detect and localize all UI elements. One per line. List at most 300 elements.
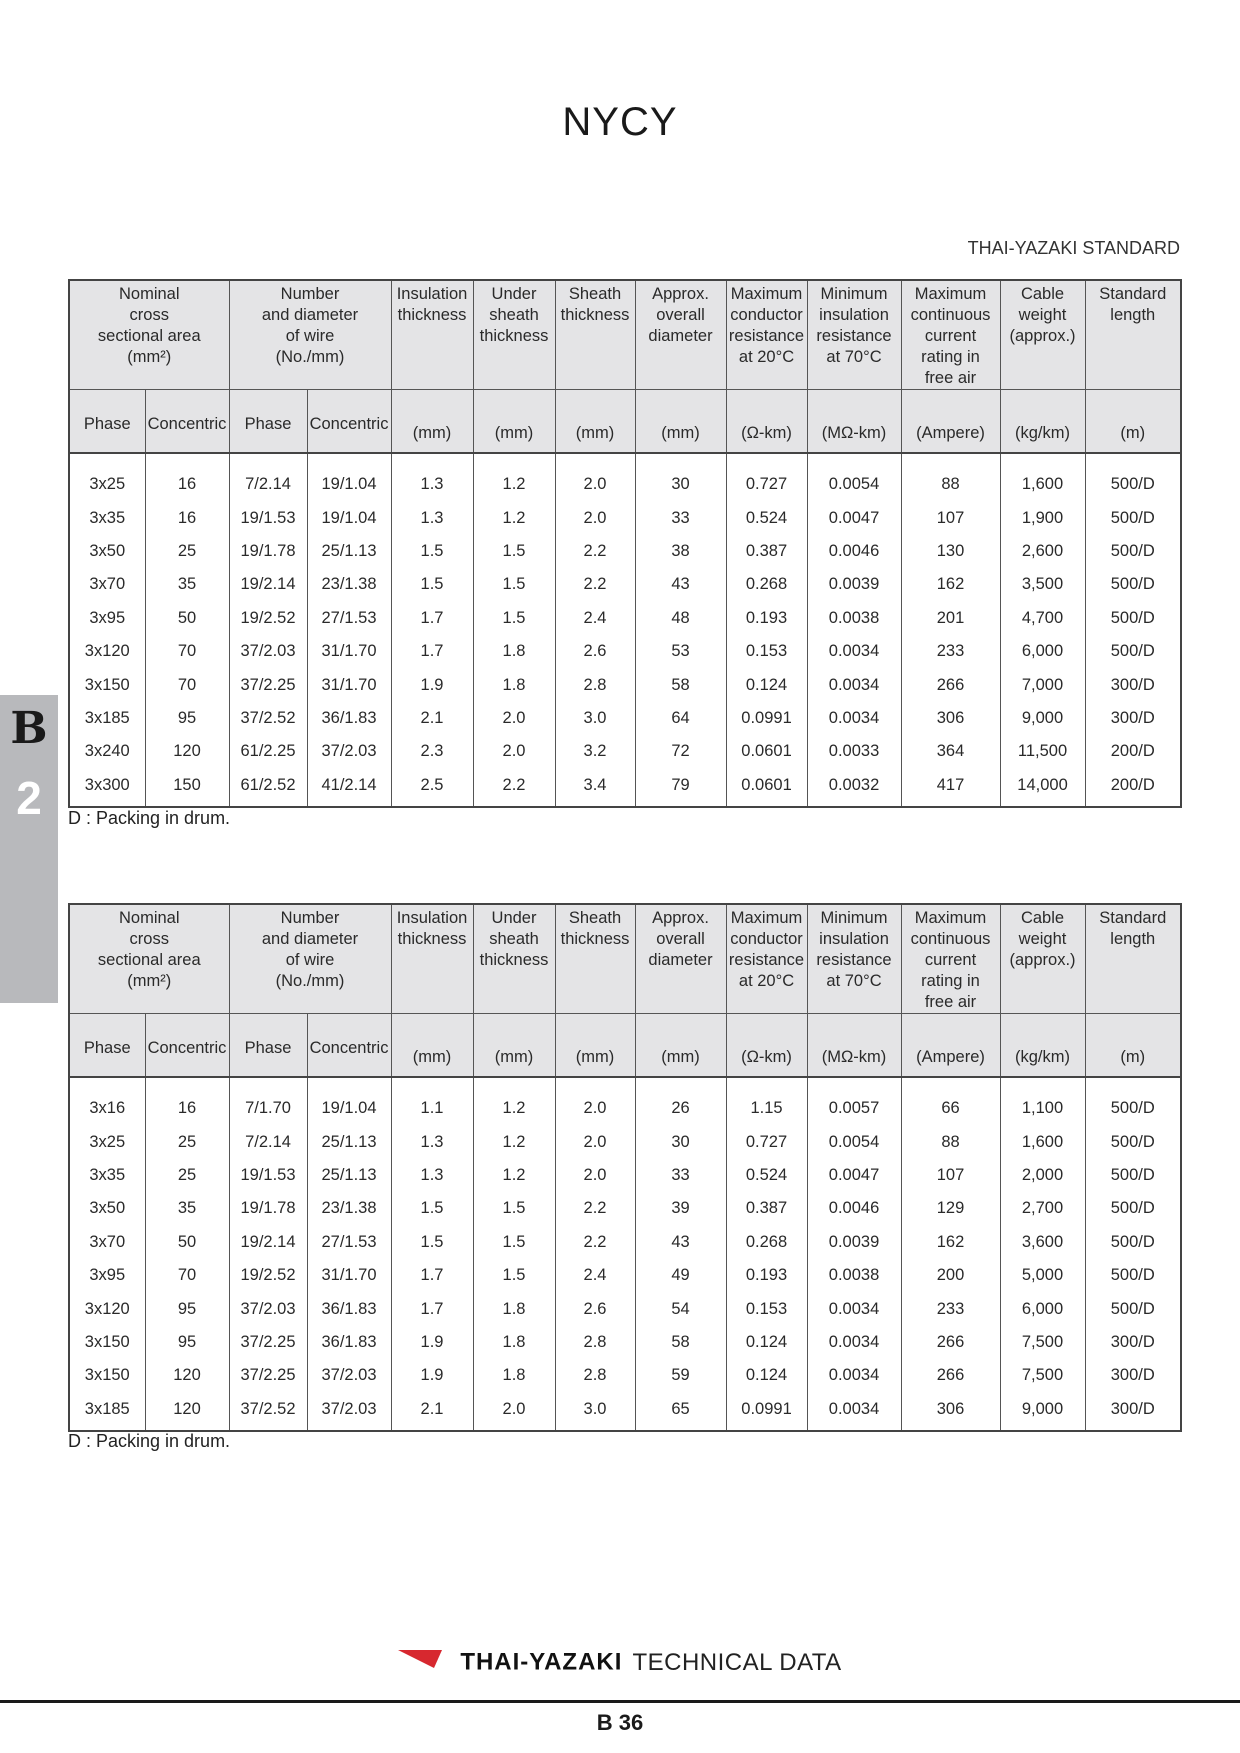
header-line: Under bbox=[491, 285, 537, 303]
cell-concentric-area: 50 bbox=[145, 602, 229, 635]
header-line: Number bbox=[280, 285, 340, 303]
header-line: length bbox=[1110, 306, 1156, 324]
header-line: (No./mm) bbox=[275, 348, 345, 366]
cell-insulation-thickness: 1.3 bbox=[391, 453, 473, 501]
cell-sheath-thickness: 2.8 bbox=[555, 668, 635, 701]
cell-conductor-resistance: 0.524 bbox=[726, 501, 807, 534]
cell-under-sheath-thickness: 1.5 bbox=[473, 1259, 555, 1292]
table-row bbox=[69, 535, 1181, 568]
header-line: thickness bbox=[397, 306, 467, 324]
header-wire-number bbox=[229, 904, 391, 1014]
cell-phase-wire: 7/2.14 bbox=[229, 453, 307, 501]
header-line: Cable bbox=[1020, 909, 1065, 927]
cell-cable-weight: 2,600 bbox=[1000, 535, 1085, 568]
cell-phase-wire: 19/1.78 bbox=[229, 1192, 307, 1225]
cell-cable-weight: 1,600 bbox=[1000, 453, 1085, 501]
cell-concentric-area: 35 bbox=[145, 568, 229, 601]
header-line: Maximum bbox=[914, 285, 987, 303]
cell-cable-weight: 7,500 bbox=[1000, 1326, 1085, 1359]
header-line: weight bbox=[1018, 930, 1067, 948]
standard-label: THAI-YAZAKI STANDARD bbox=[967, 238, 1180, 258]
header-line: at 70°C bbox=[826, 348, 882, 366]
unit-insulation: (mm) bbox=[391, 390, 473, 454]
header-line: cross bbox=[129, 930, 169, 948]
cell-concentric-wire: 27/1.53 bbox=[307, 602, 391, 635]
cell-concentric-area: 25 bbox=[145, 535, 229, 568]
header-line: Insulation bbox=[396, 909, 468, 927]
header-overall-diameter bbox=[635, 280, 726, 390]
header-line: resistance bbox=[728, 327, 805, 345]
cell-under-sheath-thickness: 2.0 bbox=[473, 1393, 555, 1431]
cell-insulation-resistance: 0.0038 bbox=[807, 1259, 901, 1292]
cell-insulation-resistance: 0.0038 bbox=[807, 602, 901, 635]
header-insulation-thickness bbox=[391, 904, 473, 1014]
cell-under-sheath-thickness: 1.2 bbox=[473, 501, 555, 534]
table-row bbox=[69, 635, 1181, 668]
cell-concentric-wire: 23/1.38 bbox=[307, 568, 391, 601]
footer-brand bbox=[0, 1648, 1240, 1677]
cell-nominal-area: 3x35 bbox=[69, 501, 145, 534]
cell-insulation-thickness: 1.5 bbox=[391, 1192, 473, 1225]
header-line: cross bbox=[129, 306, 169, 324]
red-wing-logo-icon bbox=[398, 1648, 442, 1677]
cell-standard-length: 500/D bbox=[1085, 1226, 1181, 1259]
cell-sheath-thickness: 3.0 bbox=[555, 702, 635, 735]
cell-concentric-wire: 36/1.83 bbox=[307, 1326, 391, 1359]
page-number: B 36 bbox=[596, 1710, 644, 1735]
header-phase: Phase bbox=[229, 1014, 307, 1078]
header-line: weight bbox=[1018, 306, 1067, 324]
cell-conductor-resistance: 0.124 bbox=[726, 1326, 807, 1359]
table-row bbox=[69, 668, 1181, 701]
header-sheath-thickness bbox=[555, 280, 635, 390]
header-under-sheath-thickness bbox=[473, 904, 555, 1014]
cell-concentric-wire: 31/1.70 bbox=[307, 635, 391, 668]
footer-brand-name: THAI-YAZAKI bbox=[460, 1648, 623, 1676]
cell-insulation-thickness: 2.5 bbox=[391, 769, 473, 807]
header-line: rating in bbox=[921, 348, 980, 366]
cell-sheath-thickness: 2.2 bbox=[555, 535, 635, 568]
cell-conductor-resistance: 0.153 bbox=[726, 1292, 807, 1325]
cell-under-sheath-thickness: 1.8 bbox=[473, 1359, 555, 1392]
cell-current-rating: 417 bbox=[901, 769, 1000, 807]
cell-nominal-area: 3x50 bbox=[69, 1192, 145, 1225]
cell-concentric-area: 120 bbox=[145, 1393, 229, 1431]
cell-nominal-area: 3x25 bbox=[69, 1125, 145, 1158]
cell-standard-length: 500/D bbox=[1085, 1292, 1181, 1325]
header-under-sheath-thickness bbox=[473, 280, 555, 390]
cell-nominal-area: 3x70 bbox=[69, 568, 145, 601]
cell-under-sheath-thickness: 1.5 bbox=[473, 535, 555, 568]
cell-phase-wire: 19/1.53 bbox=[229, 1159, 307, 1192]
cell-under-sheath-thickness: 1.8 bbox=[473, 1326, 555, 1359]
cell-insulation-resistance: 0.0032 bbox=[807, 769, 901, 807]
cell-phase-wire: 61/2.52 bbox=[229, 769, 307, 807]
cell-standard-length: 500/D bbox=[1085, 1125, 1181, 1158]
cell-concentric-area: 35 bbox=[145, 1192, 229, 1225]
header-line: (approx.) bbox=[1009, 327, 1076, 345]
cell-insulation-thickness: 1.7 bbox=[391, 1259, 473, 1292]
cell-under-sheath-thickness: 1.8 bbox=[473, 668, 555, 701]
header-line: Number bbox=[280, 909, 340, 927]
cell-conductor-resistance: 0.268 bbox=[726, 568, 807, 601]
header-line: of wire bbox=[285, 951, 335, 969]
cell-cable-weight: 6,000 bbox=[1000, 1292, 1085, 1325]
cell-overall-diameter: 30 bbox=[635, 1125, 726, 1158]
cell-current-rating: 201 bbox=[901, 602, 1000, 635]
cell-nominal-area: 3x70 bbox=[69, 1226, 145, 1259]
cell-nominal-area: 3x185 bbox=[69, 1393, 145, 1431]
cell-standard-length: 500/D bbox=[1085, 1192, 1181, 1225]
cell-nominal-area: 3x35 bbox=[69, 1159, 145, 1192]
cell-sheath-thickness: 3.4 bbox=[555, 769, 635, 807]
header-line: Approx. bbox=[652, 285, 709, 303]
cell-insulation-thickness: 2.3 bbox=[391, 735, 473, 768]
header-line: Standard bbox=[1099, 909, 1167, 927]
header-line: sectional area bbox=[97, 327, 201, 345]
cell-insulation-thickness: 1.9 bbox=[391, 1359, 473, 1392]
cell-cable-weight: 7,000 bbox=[1000, 668, 1085, 701]
cell-under-sheath-thickness: 2.0 bbox=[473, 702, 555, 735]
unit-sheath: (mm) bbox=[555, 1014, 635, 1078]
header-line: Minimum bbox=[820, 909, 888, 927]
unit-length: (m) bbox=[1085, 390, 1181, 454]
cell-sheath-thickness: 2.0 bbox=[555, 1125, 635, 1158]
table-row bbox=[69, 735, 1181, 768]
cell-nominal-area: 3x95 bbox=[69, 1259, 145, 1292]
cell-insulation-thickness: 1.3 bbox=[391, 501, 473, 534]
cell-cable-weight: 3,500 bbox=[1000, 568, 1085, 601]
cell-standard-length: 300/D bbox=[1085, 702, 1181, 735]
header-line: Nominal bbox=[118, 909, 180, 927]
section-tab-number: 2 bbox=[16, 772, 42, 824]
cell-sheath-thickness: 2.8 bbox=[555, 1359, 635, 1392]
cell-under-sheath-thickness: 1.8 bbox=[473, 1292, 555, 1325]
cell-concentric-area: 16 bbox=[145, 453, 229, 501]
header-line: resistance bbox=[728, 951, 805, 969]
cell-concentric-wire: 19/1.04 bbox=[307, 501, 391, 534]
unit-sheath: (mm) bbox=[555, 390, 635, 454]
cell-under-sheath-thickness: 2.2 bbox=[473, 769, 555, 807]
cell-current-rating: 162 bbox=[901, 1226, 1000, 1259]
cell-cable-weight: 3,600 bbox=[1000, 1226, 1085, 1259]
cell-under-sheath-thickness: 1.5 bbox=[473, 602, 555, 635]
cell-current-rating: 233 bbox=[901, 635, 1000, 668]
header-line: resistance bbox=[816, 327, 892, 345]
header-wire-number bbox=[229, 280, 391, 390]
cell-nominal-area: 3x240 bbox=[69, 735, 145, 768]
header-current-rating bbox=[901, 904, 1000, 1014]
header-line: insulation bbox=[819, 930, 889, 948]
table-row bbox=[69, 453, 1181, 501]
cell-current-rating: 130 bbox=[901, 535, 1000, 568]
unit-insulation: (mm) bbox=[391, 1014, 473, 1078]
cell-cable-weight: 14,000 bbox=[1000, 769, 1085, 807]
cell-insulation-resistance: 0.0034 bbox=[807, 1359, 901, 1392]
cell-conductor-resistance: 0.387 bbox=[726, 1192, 807, 1225]
cell-phase-wire: 19/2.52 bbox=[229, 602, 307, 635]
cell-concentric-wire: 27/1.53 bbox=[307, 1226, 391, 1259]
cell-nominal-area: 3x25 bbox=[69, 453, 145, 501]
cell-concentric-wire: 37/2.03 bbox=[307, 735, 391, 768]
header-line: free air bbox=[924, 993, 977, 1011]
table-row bbox=[69, 769, 1181, 807]
table-row bbox=[69, 1125, 1181, 1158]
cell-insulation-resistance: 0.0054 bbox=[807, 453, 901, 501]
cell-conductor-resistance: 0.0991 bbox=[726, 1393, 807, 1431]
cell-nominal-area: 3x150 bbox=[69, 1326, 145, 1359]
cell-phase-wire: 19/2.14 bbox=[229, 568, 307, 601]
cell-overall-diameter: 43 bbox=[635, 568, 726, 601]
header-line: Under bbox=[491, 909, 537, 927]
cell-sheath-thickness: 2.6 bbox=[555, 1292, 635, 1325]
cell-concentric-wire: 37/2.03 bbox=[307, 1393, 391, 1431]
header-phase: Phase bbox=[69, 390, 145, 454]
header-line: rating in bbox=[921, 972, 980, 990]
table-row bbox=[69, 1226, 1181, 1259]
header-nominal-area bbox=[69, 904, 229, 1014]
cell-current-rating: 306 bbox=[901, 702, 1000, 735]
cell-nominal-area: 3x16 bbox=[69, 1077, 145, 1125]
table-row bbox=[69, 1393, 1181, 1431]
cell-concentric-area: 25 bbox=[145, 1125, 229, 1158]
cell-nominal-area: 3x50 bbox=[69, 535, 145, 568]
header-line: (mm²) bbox=[127, 972, 172, 990]
cell-overall-diameter: 26 bbox=[635, 1077, 726, 1125]
cell-standard-length: 300/D bbox=[1085, 1359, 1181, 1392]
header-line: (No./mm) bbox=[275, 972, 345, 990]
cell-cable-weight: 4,700 bbox=[1000, 602, 1085, 635]
header-line: Standard bbox=[1099, 285, 1167, 303]
header-concentric: Concentric bbox=[145, 390, 229, 454]
unit-current: (Ampere) bbox=[901, 1014, 1000, 1078]
cell-sheath-thickness: 3.2 bbox=[555, 735, 635, 768]
cell-sheath-thickness: 2.4 bbox=[555, 1259, 635, 1292]
cell-current-rating: 66 bbox=[901, 1077, 1000, 1125]
cell-sheath-thickness: 2.0 bbox=[555, 1077, 635, 1125]
header-concentric: Concentric bbox=[307, 390, 391, 454]
cell-insulation-resistance: 0.0034 bbox=[807, 1292, 901, 1325]
cell-insulation-thickness: 1.3 bbox=[391, 1125, 473, 1158]
cell-sheath-thickness: 3.0 bbox=[555, 1393, 635, 1431]
cell-overall-diameter: 48 bbox=[635, 602, 726, 635]
unit-current: (Ampere) bbox=[901, 390, 1000, 454]
header-line: thickness bbox=[479, 951, 549, 969]
header-line: conductor bbox=[730, 930, 803, 948]
cell-overall-diameter: 79 bbox=[635, 769, 726, 807]
header-line: free air bbox=[924, 369, 977, 387]
header-sheath-thickness bbox=[555, 904, 635, 1014]
header-insulation-resistance bbox=[807, 280, 901, 390]
unit-weight: (kg/km) bbox=[1000, 390, 1085, 454]
cell-overall-diameter: 54 bbox=[635, 1292, 726, 1325]
cell-insulation-thickness: 1.5 bbox=[391, 568, 473, 601]
cell-current-rating: 266 bbox=[901, 1326, 1000, 1359]
cell-conductor-resistance: 0.124 bbox=[726, 1359, 807, 1392]
cell-concentric-area: 16 bbox=[145, 1077, 229, 1125]
header-cable-weight bbox=[1000, 904, 1085, 1014]
cell-phase-wire: 7/1.70 bbox=[229, 1077, 307, 1125]
cell-conductor-resistance: 0.727 bbox=[726, 453, 807, 501]
unit-insulation-resistance: (MΩ-km) bbox=[807, 1014, 901, 1078]
cell-concentric-wire: 25/1.13 bbox=[307, 1125, 391, 1158]
header-line: at 70°C bbox=[826, 972, 882, 990]
table-row bbox=[69, 501, 1181, 534]
cell-standard-length: 300/D bbox=[1085, 1326, 1181, 1359]
cell-insulation-resistance: 0.0033 bbox=[807, 735, 901, 768]
unit-conductor-resistance: (Ω-km) bbox=[726, 1014, 807, 1078]
cell-insulation-resistance: 0.0039 bbox=[807, 1226, 901, 1259]
cell-conductor-resistance: 0.193 bbox=[726, 602, 807, 635]
header-concentric: Concentric bbox=[145, 1014, 229, 1078]
header-line: Nominal bbox=[118, 285, 180, 303]
cell-standard-length: 300/D bbox=[1085, 668, 1181, 701]
cell-insulation-resistance: 0.0057 bbox=[807, 1077, 901, 1125]
header-line: (mm²) bbox=[127, 348, 172, 366]
header-line: Sheath bbox=[568, 285, 622, 303]
header-line: sheath bbox=[489, 306, 539, 324]
cell-concentric-area: 50 bbox=[145, 1226, 229, 1259]
cell-phase-wire: 37/2.03 bbox=[229, 1292, 307, 1325]
packing-note: D : Packing in drum. bbox=[68, 1431, 231, 1451]
cell-standard-length: 300/D bbox=[1085, 1393, 1181, 1431]
cell-standard-length: 500/D bbox=[1085, 501, 1181, 534]
cell-current-rating: 129 bbox=[901, 1192, 1000, 1225]
cell-current-rating: 107 bbox=[901, 501, 1000, 534]
cell-cable-weight: 7,500 bbox=[1000, 1359, 1085, 1392]
header-line: thickness bbox=[479, 327, 549, 345]
cell-phase-wire: 19/2.52 bbox=[229, 1259, 307, 1292]
table-row bbox=[69, 1192, 1181, 1225]
cell-phase-wire: 37/2.25 bbox=[229, 1359, 307, 1392]
cell-standard-length: 500/D bbox=[1085, 635, 1181, 668]
table-row bbox=[69, 1159, 1181, 1192]
cell-standard-length: 200/D bbox=[1085, 735, 1181, 768]
cell-cable-weight: 1,100 bbox=[1000, 1077, 1085, 1125]
cell-nominal-area: 3x120 bbox=[69, 635, 145, 668]
cell-overall-diameter: 38 bbox=[635, 535, 726, 568]
header-line: (approx.) bbox=[1009, 951, 1076, 969]
cell-concentric-area: 16 bbox=[145, 501, 229, 534]
cell-sheath-thickness: 2.0 bbox=[555, 453, 635, 501]
cell-under-sheath-thickness: 1.2 bbox=[473, 1125, 555, 1158]
cell-sheath-thickness: 2.2 bbox=[555, 1192, 635, 1225]
header-line: sectional area bbox=[97, 951, 201, 969]
cell-cable-weight: 9,000 bbox=[1000, 702, 1085, 735]
cell-overall-diameter: 43 bbox=[635, 1226, 726, 1259]
cell-concentric-area: 70 bbox=[145, 668, 229, 701]
cell-current-rating: 162 bbox=[901, 568, 1000, 601]
cell-conductor-resistance: 0.153 bbox=[726, 635, 807, 668]
cell-nominal-area: 3x150 bbox=[69, 668, 145, 701]
cell-concentric-area: 25 bbox=[145, 1159, 229, 1192]
section-tab-letter: B bbox=[10, 703, 48, 754]
header-line: Maximum bbox=[730, 909, 803, 927]
cell-cable-weight: 2,700 bbox=[1000, 1192, 1085, 1225]
table-row bbox=[69, 1292, 1181, 1325]
cell-conductor-resistance: 0.0601 bbox=[726, 735, 807, 768]
cell-concentric-wire: 19/1.04 bbox=[307, 453, 391, 501]
header-line: Maximum bbox=[730, 285, 803, 303]
header-line: Minimum bbox=[820, 285, 888, 303]
page-title: NYCY bbox=[562, 100, 678, 144]
cell-conductor-resistance: 0.124 bbox=[726, 668, 807, 701]
cell-phase-wire: 7/2.14 bbox=[229, 1125, 307, 1158]
cell-phase-wire: 37/2.25 bbox=[229, 668, 307, 701]
cell-concentric-wire: 31/1.70 bbox=[307, 668, 391, 701]
cell-nominal-area: 3x150 bbox=[69, 1359, 145, 1392]
cell-sheath-thickness: 2.6 bbox=[555, 635, 635, 668]
header-standard-length bbox=[1085, 904, 1181, 1014]
cell-concentric-area: 95 bbox=[145, 1292, 229, 1325]
cell-sheath-thickness: 2.2 bbox=[555, 1226, 635, 1259]
unit-weight: (kg/km) bbox=[1000, 1014, 1085, 1078]
cell-overall-diameter: 72 bbox=[635, 735, 726, 768]
cell-conductor-resistance: 0.387 bbox=[726, 535, 807, 568]
footer-tagline: TECHNICAL DATA bbox=[632, 1648, 842, 1676]
header-line: thickness bbox=[560, 930, 630, 948]
table-row bbox=[69, 1259, 1181, 1292]
cell-standard-length: 500/D bbox=[1085, 1259, 1181, 1292]
cell-current-rating: 107 bbox=[901, 1159, 1000, 1192]
cell-insulation-thickness: 1.9 bbox=[391, 668, 473, 701]
header-line: Maximum bbox=[914, 909, 987, 927]
cell-insulation-resistance: 0.0054 bbox=[807, 1125, 901, 1158]
cell-current-rating: 88 bbox=[901, 453, 1000, 501]
cell-overall-diameter: 30 bbox=[635, 453, 726, 501]
header-line: thickness bbox=[560, 306, 630, 324]
cell-insulation-resistance: 0.0047 bbox=[807, 1159, 901, 1192]
cell-current-rating: 266 bbox=[901, 1359, 1000, 1392]
header-line: insulation bbox=[819, 306, 889, 324]
cell-overall-diameter: 58 bbox=[635, 1326, 726, 1359]
cell-nominal-area: 3x300 bbox=[69, 769, 145, 807]
cell-phase-wire: 19/1.78 bbox=[229, 535, 307, 568]
table-row bbox=[69, 702, 1181, 735]
cell-concentric-wire: 25/1.13 bbox=[307, 1159, 391, 1192]
cell-under-sheath-thickness: 1.5 bbox=[473, 568, 555, 601]
header-current-rating bbox=[901, 280, 1000, 390]
cell-concentric-area: 120 bbox=[145, 1359, 229, 1392]
header-line: conductor bbox=[730, 306, 803, 324]
cell-current-rating: 266 bbox=[901, 668, 1000, 701]
cell-concentric-area: 70 bbox=[145, 635, 229, 668]
cell-overall-diameter: 59 bbox=[635, 1359, 726, 1392]
unit-diameter: (mm) bbox=[635, 1014, 726, 1078]
cell-insulation-thickness: 2.1 bbox=[391, 1393, 473, 1431]
cell-insulation-resistance: 0.0034 bbox=[807, 1393, 901, 1431]
cell-concentric-wire: 31/1.70 bbox=[307, 1259, 391, 1292]
cell-conductor-resistance: 0.268 bbox=[726, 1226, 807, 1259]
cell-insulation-resistance: 0.0034 bbox=[807, 668, 901, 701]
cell-under-sheath-thickness: 2.0 bbox=[473, 735, 555, 768]
cell-conductor-resistance: 0.0601 bbox=[726, 769, 807, 807]
cell-under-sheath-thickness: 1.8 bbox=[473, 635, 555, 668]
table-row bbox=[69, 568, 1181, 601]
cell-concentric-wire: 37/2.03 bbox=[307, 1359, 391, 1392]
cell-sheath-thickness: 2.0 bbox=[555, 501, 635, 534]
cell-overall-diameter: 49 bbox=[635, 1259, 726, 1292]
cell-concentric-wire: 23/1.38 bbox=[307, 1192, 391, 1225]
cell-cable-weight: 6,000 bbox=[1000, 635, 1085, 668]
cell-insulation-thickness: 1.9 bbox=[391, 1326, 473, 1359]
header-line: continuous bbox=[910, 306, 991, 324]
header-nominal-area bbox=[69, 280, 229, 390]
table-row bbox=[69, 1359, 1181, 1392]
cell-nominal-area: 3x185 bbox=[69, 702, 145, 735]
cell-nominal-area: 3x95 bbox=[69, 602, 145, 635]
cell-overall-diameter: 33 bbox=[635, 501, 726, 534]
